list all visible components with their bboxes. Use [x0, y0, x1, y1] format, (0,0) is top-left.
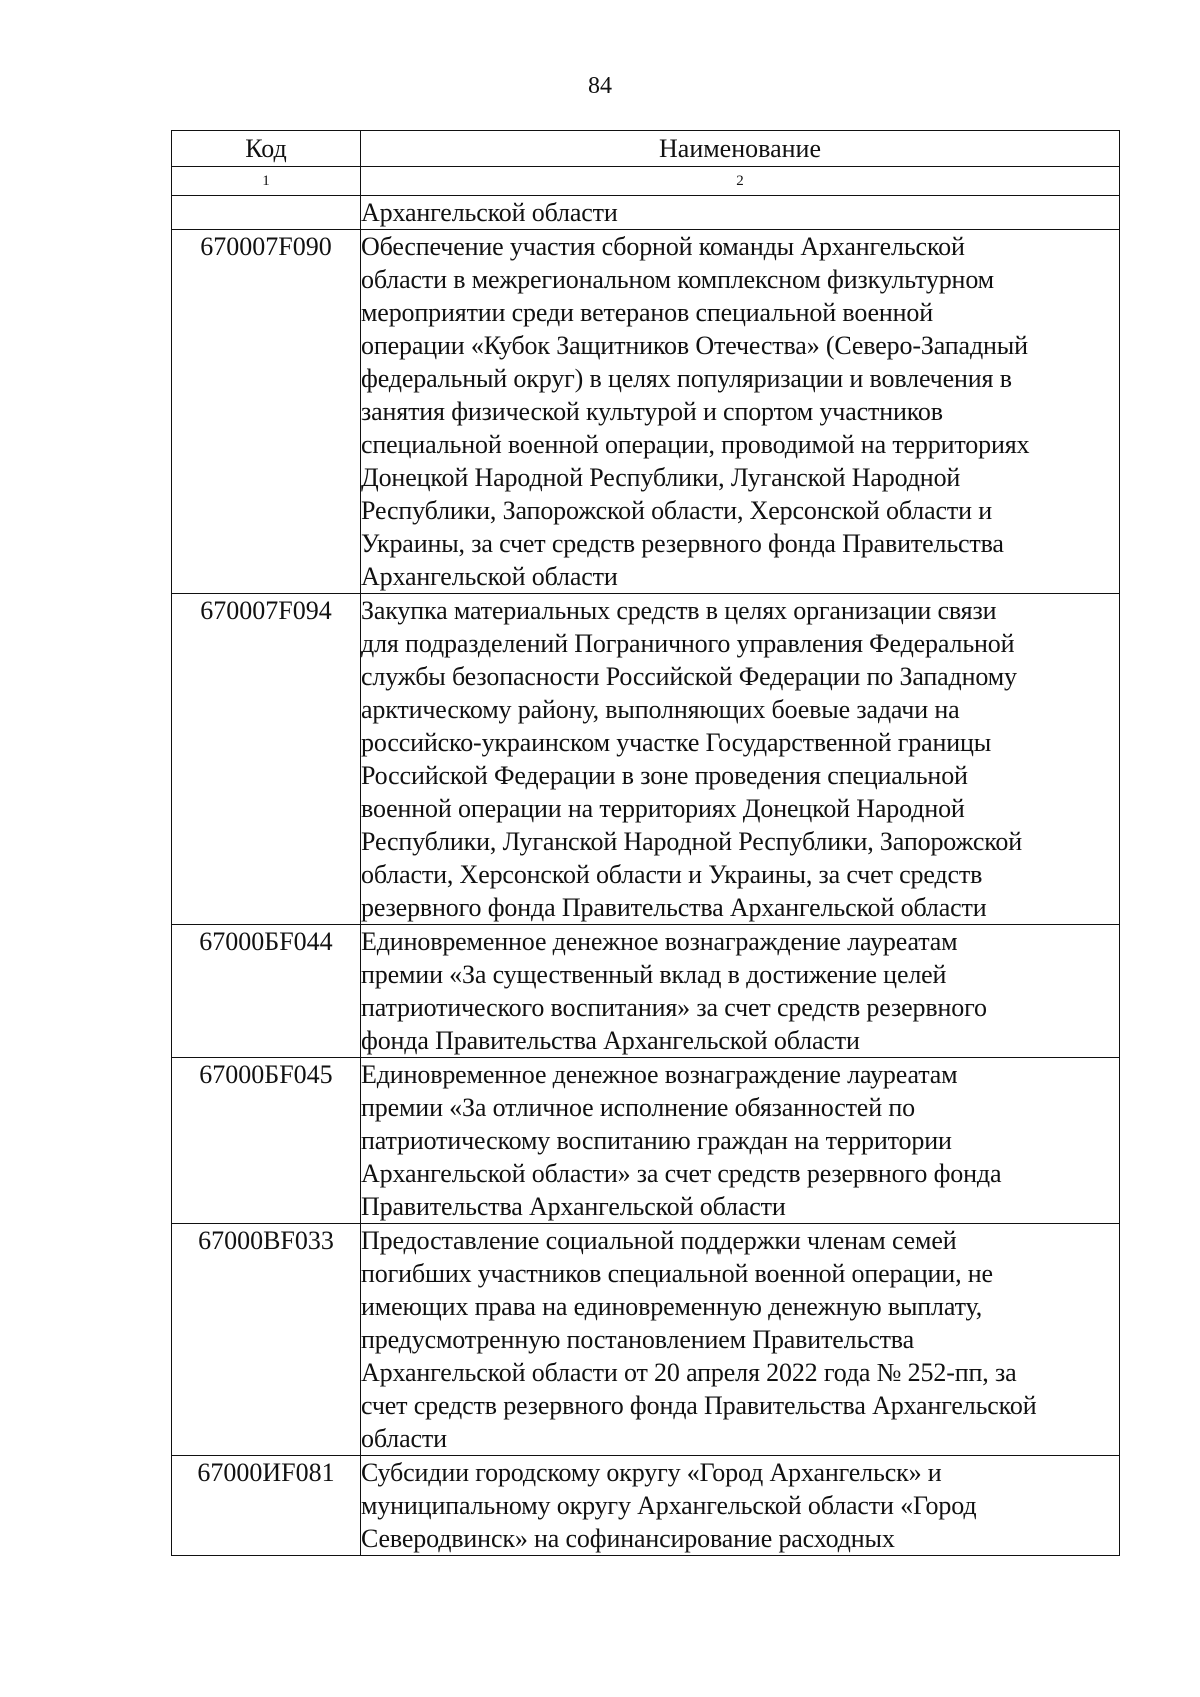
table-row: [172, 196, 1120, 230]
row-code: 67000БF044: [172, 925, 361, 1058]
table-row: [172, 594, 1120, 925]
row-name: Закупка материальных средств в целях организации связи для подразделений Пограничного управления Федеральной службы безопасности Российской Федерации по Западному арктическому району, выполняющих боевые задачи на российско-украинском участке Государственной границы Российской Федерации в зоне проведения специальной военной операции на территориях Донецкой Народной Республики, Луганской Народной Республики, Запорожской области, Херсонской области и Украины, за счет средств резервного фонда Правительства Архангельской области: [361, 594, 1120, 925]
row-code: 67000ВF033: [172, 1224, 361, 1456]
table-row: [172, 1456, 1120, 1556]
table-row: [172, 925, 1120, 1058]
row-name: Предоставление социальной поддержки членам семей погибших участников специальной военной операции, не имеющих права на единовременную денежную выплату, предусмотренную постановлением Правительства Архангельской области от 20 апреля 2022 года № 252-пп, за счет средств резервного фонда Правительства Архангельской области: [361, 1224, 1120, 1456]
table-row: [172, 230, 1120, 594]
column-number-code: 1: [172, 167, 361, 196]
row-code: [172, 196, 361, 230]
header-name: Наименование: [361, 131, 1120, 167]
row-code: 67000БF045: [172, 1058, 361, 1224]
row-name: Субсидии городскому округу «Город Архангельск» и муниципальному округу Архангельской области «Город Северодвинск» на софинансирование расходных: [361, 1456, 1120, 1556]
row-code: 67000ИF081: [172, 1456, 361, 1556]
row-name: Единовременное денежное вознаграждение лауреатам премии «За отличное исполнение обязанностей по патриотическому воспитанию граждан на территории Архангельской области» за счет средств резервного фонда Правительства Архангельской области: [361, 1058, 1120, 1224]
table-row: [172, 1058, 1120, 1224]
table-header-row: [172, 131, 1120, 167]
row-name: Архангельской области: [361, 196, 1120, 230]
row-code: 670007F090: [172, 230, 361, 594]
row-name: Единовременное денежное вознаграждение лауреатам премии «За существенный вклад в достижение целей патриотического воспитания» за счет средств резервного фонда Правительства Архангельской области: [361, 925, 1120, 1058]
row-code: 670007F094: [172, 594, 361, 925]
header-code: Код: [172, 131, 361, 167]
page-number: 84: [588, 73, 612, 99]
budget-code-table: [171, 130, 1120, 1556]
column-number-name: 2: [361, 167, 1120, 196]
column-number-row: [172, 167, 1120, 196]
row-name: Обеспечение участия сборной команды Архангельской области в межрегиональном комплексном физкультурном мероприятии среди ветеранов специальной военной операции «Кубок Защитников Отечества» (Северо-Западный федеральный округ) в целях популяризации и вовлечения в занятия физической культурой и спортом участников специальной военной операции, проводимой на территориях Донецкой Народной Республики, Луганской Народной Республики, Запорожской области, Херсонской области и Украины, за счет средств резервного фонда Правительства Архангельской области: [361, 230, 1120, 594]
table-row: [172, 1224, 1120, 1456]
